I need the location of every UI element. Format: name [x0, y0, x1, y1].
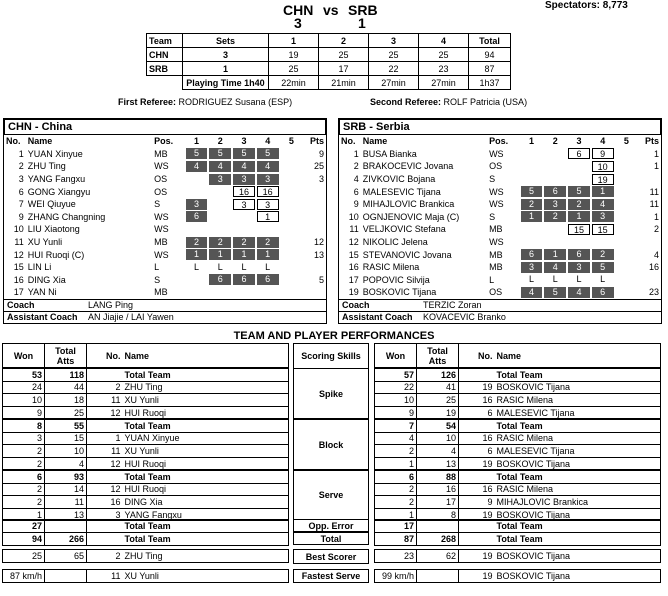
- set-position-box: [209, 199, 231, 210]
- chn-roster-panel: [3, 118, 327, 324]
- set-position-box: 6: [544, 186, 566, 197]
- set-position-box: [186, 274, 208, 285]
- perf-row: 1 13 3 YANG Fangxu: [3, 508, 289, 521]
- first-referee: First Referee: RODRIGUEZ Susana (ESP): [118, 97, 293, 107]
- playing-time-cell: 1h37: [469, 76, 511, 90]
- right-perf-group: [374, 368, 661, 419]
- summary-team: CHN: [147, 48, 183, 62]
- set-position-box: [568, 237, 590, 248]
- srb-roster-panel: [338, 118, 662, 324]
- perf-row: 9 25 12 HUI Ruoqi: [3, 406, 289, 419]
- set-position-box: [281, 262, 303, 273]
- summary-cell: 25: [419, 48, 469, 62]
- player-row: 12 NIKOLIC Jelena WS: [339, 236, 661, 249]
- set-position-box: L: [194, 261, 200, 272]
- perf-row: 87 km/h 11 XU Yunli: [3, 570, 289, 583]
- set-position-box: L: [529, 274, 535, 285]
- set-position-box: 3: [521, 262, 543, 273]
- set-position-box: [616, 148, 638, 159]
- set-position-box: 2: [233, 237, 255, 248]
- set-position-box: 4: [568, 287, 590, 298]
- perf-row: 24 44 2 ZHU Ting: [3, 381, 289, 394]
- perf-row: 1 8 19 BOSKOVIC Tijana: [375, 508, 661, 521]
- playing-time-cell: 22min: [269, 76, 319, 90]
- left-perf-group: [2, 549, 289, 563]
- set-position-box: [209, 224, 231, 235]
- set-position-box: 6: [209, 274, 231, 285]
- player-row: 15 STEVANOVIC Jovana MB 6 1 6 2 4: [348, 249, 659, 260]
- set-position-box: [281, 287, 303, 298]
- set-position-box: [233, 224, 255, 235]
- player-row: 15 LIN Li L L L L L: [4, 261, 326, 274]
- set-position-box: 2: [186, 237, 208, 248]
- summary-cell: 17: [319, 62, 369, 76]
- set-position-box: [616, 249, 638, 260]
- perf-row: 2 10 11 XU Yunli: [3, 445, 289, 458]
- set-position-box: [544, 174, 566, 185]
- set-position-box: 1: [544, 249, 566, 260]
- set-position-box: [544, 148, 566, 159]
- summary-header: Team: [147, 34, 183, 48]
- set-position-box: [186, 224, 208, 235]
- summary-header: 2: [319, 34, 369, 48]
- summary-header: Total: [469, 34, 511, 48]
- perf-row: 2 16 16 RASIC Milena: [375, 483, 661, 496]
- perf-row: 1 13 19 BOSKOVIC Tijana: [375, 457, 661, 470]
- set-position-box: [544, 237, 566, 248]
- set-position-box: [616, 211, 638, 222]
- second-referee: Second Referee: ROLF Patricia (USA): [370, 97, 528, 107]
- team-title: CHN - China: [4, 119, 326, 135]
- right-perf-header: Won Total Atts No. Name: [374, 343, 661, 368]
- perf-row: 2 17 9 MIHAJLOVIC Brankica: [375, 496, 661, 509]
- set-position-box: 2: [257, 237, 279, 248]
- set-position-box: [521, 161, 543, 172]
- skill-2: Serve: [293, 470, 369, 520]
- set-position-box: 5: [592, 262, 614, 273]
- set-position-box: 1: [257, 211, 279, 222]
- player-row: 2 ZHU Ting WS 4 4 4 4 25: [18, 160, 324, 172]
- set-position-box: [281, 199, 303, 210]
- summary-header: 1: [269, 34, 319, 48]
- set-position-box: 15: [568, 224, 590, 235]
- set-position-box: [281, 174, 303, 185]
- player-row: 12 HUI Ruoqi (C) WS 1 1 1 1 13: [13, 249, 324, 260]
- skill-4: Total: [293, 532, 369, 545]
- set-position-box: [281, 148, 303, 159]
- perf-row: 2 4 12 HUI Ruoqi: [3, 457, 289, 470]
- perf-row: 57 126 Total Team: [375, 369, 661, 382]
- set-position-box: 5: [257, 148, 279, 159]
- set-position-box: 1: [568, 211, 590, 222]
- left-perf-group: [2, 532, 289, 546]
- perf-row: 23 62 19 BOSKOVIC Tijana: [375, 550, 661, 563]
- set-position-box: 4: [186, 161, 208, 172]
- set-position-box: 3: [592, 211, 614, 222]
- left-perf-group: [2, 519, 289, 533]
- right-perf-group: [374, 549, 661, 563]
- coach-row: Coach LANG Ping: [4, 299, 326, 311]
- set-position-box: 1: [257, 249, 279, 260]
- set-position-box: 5: [568, 186, 590, 197]
- set-position-box: [257, 287, 279, 298]
- home-team-code: CHN: [283, 2, 314, 18]
- set-position-box: 10: [592, 161, 614, 172]
- summary-cell: 25: [369, 48, 419, 62]
- assistant-coach-row: Assistant Coach KOVACEVIC Branko: [339, 311, 661, 323]
- summary-team: SRB: [147, 62, 183, 76]
- player-row: 16 DING Xia S 6 6 6 5: [13, 274, 324, 285]
- set-position-box: 3: [233, 199, 255, 210]
- team-title: SRB - Serbia: [339, 119, 661, 135]
- summary-header: 3: [369, 34, 419, 48]
- perf-row: 94 266 Total Team: [3, 533, 289, 546]
- playing-time-label: Playing Time 1h40: [183, 76, 269, 90]
- perf-row: 9 19 6 MALESEVIC Tijana: [375, 406, 661, 419]
- set-position-box: [209, 287, 231, 298]
- set-position-box: 6: [592, 287, 614, 298]
- set-position-box: 9: [592, 148, 614, 159]
- skill-3: Opp. Error: [293, 519, 369, 532]
- set-position-box: 1: [233, 249, 255, 260]
- player-row: 4 ZIVKOVIC Bojana S 19: [339, 173, 661, 186]
- perf-row: 17 Total Team: [375, 520, 661, 533]
- summary-cell: 87: [469, 62, 511, 76]
- set-position-box: [616, 287, 638, 298]
- set-position-box: [281, 237, 303, 248]
- perf-row: 4 10 16 RASIC Milena: [375, 432, 661, 445]
- player-row: 9 ZHANG Changning WS 6 1: [4, 211, 326, 224]
- set-position-box: [521, 148, 543, 159]
- set-position-box: [521, 224, 543, 235]
- summary-cell: 19: [269, 48, 319, 62]
- player-row: 1 YUAN Xinyue MB 5 5 5 5 9: [18, 148, 324, 159]
- perf-row: 53 118 Total Team: [3, 369, 289, 382]
- set-position-box: [281, 249, 303, 260]
- skill-0: Spike: [293, 368, 369, 419]
- player-row: 11 VELJKOVIC Stefana MB 15 15 2: [349, 224, 659, 235]
- player-row: 1 BUSA Bianka WS 6 9 1: [353, 148, 659, 160]
- set-position-box: [616, 237, 638, 248]
- left-perf-group: [2, 569, 289, 583]
- left-perf-group: [2, 470, 289, 521]
- set-position-box: 3: [544, 199, 566, 210]
- set-position-box: [209, 211, 231, 222]
- summary-cell: 23: [419, 62, 469, 76]
- player-row: 17 POPOVIC Silvija L L L L L: [339, 274, 661, 287]
- left-perf-group: [2, 419, 289, 470]
- set-position-box: 4: [233, 161, 255, 172]
- player-row: 9 MIHAJLOVIC Brankica WS 2 3 2 4 11: [353, 198, 659, 210]
- set-position-box: [186, 287, 208, 298]
- right-perf-group: [374, 519, 661, 533]
- set-position-box: 4: [521, 287, 543, 298]
- set-position-box: 5: [209, 148, 231, 159]
- skill-1: Block: [293, 419, 369, 470]
- playing-time-cell: 21min: [319, 76, 369, 90]
- playing-time-cell: 27min: [369, 76, 419, 90]
- perf-row: 2 4 6 MALESEVIC Tijana: [375, 445, 661, 458]
- set-position-box: L: [217, 261, 223, 272]
- set-position-box: 2: [568, 199, 590, 210]
- set-position-box: 19: [592, 174, 614, 185]
- right-perf-group: [374, 419, 661, 470]
- set-position-box: 1: [521, 211, 543, 222]
- set-position-box: 2: [521, 199, 543, 210]
- set-position-box: L: [241, 261, 247, 272]
- set-position-box: 4: [544, 262, 566, 273]
- summary-cell: 3: [183, 48, 269, 62]
- left-perf-group: [2, 368, 289, 419]
- home-sets-won: 3: [294, 15, 302, 31]
- player-row: 6 GONG Xiangyu OS 16 16: [4, 185, 326, 198]
- set-position-box: [281, 224, 303, 235]
- set-position-box: 1: [592, 186, 614, 197]
- set-position-box: 5: [233, 148, 255, 159]
- perf-row: 3 15 1 YUAN Xinyue: [3, 432, 289, 445]
- set-position-box: [544, 224, 566, 235]
- set-position-box: 3: [233, 174, 255, 185]
- away-team-code: SRB: [348, 2, 378, 18]
- set-position-box: L: [552, 274, 558, 285]
- set-position-box: 5: [186, 148, 208, 159]
- set-position-box: 6: [568, 249, 590, 260]
- player-row: 16 RASIC Milena MB 3 4 3 5 16: [348, 261, 659, 273]
- perf-row: 6 93 Total Team: [3, 471, 289, 484]
- summary-cell: 1: [183, 62, 269, 76]
- set-position-box: [616, 174, 638, 185]
- set-position-box: [616, 224, 638, 235]
- set-position-box: [568, 174, 590, 185]
- set-position-box: L: [265, 261, 271, 272]
- perf-row: 2 11 16 DING Xia: [3, 496, 289, 509]
- set-position-box: [616, 274, 638, 285]
- player-row: 10 LIU Xiaotong WS: [4, 223, 326, 236]
- summary-cell: 22: [369, 62, 419, 76]
- set-position-box: 6: [257, 274, 279, 285]
- perf-row: 27 Total Team: [3, 520, 289, 533]
- set-position-box: 6: [521, 249, 543, 260]
- set-position-box: [568, 161, 590, 172]
- set-position-box: [616, 161, 638, 172]
- set-position-box: [521, 174, 543, 185]
- player-row: 3 YANG Fangxu OS 3 3 3 3: [18, 173, 324, 185]
- player-row: 7 WEI Qiuyue S 3 3 3: [4, 198, 326, 211]
- player-row: 19 BOSKOVIC Tijana OS 4 5 4 6 23: [348, 286, 659, 298]
- spectators: Spectators: 8,773: [545, 0, 628, 11]
- set-position-box: [521, 237, 543, 248]
- set-position-box: 3: [257, 199, 279, 210]
- perf-row: 2 14 12 HUI Ruoqi: [3, 483, 289, 496]
- set-position-box: 6: [233, 274, 255, 285]
- playing-time-cell: 27min: [419, 76, 469, 90]
- perf-row: 22 41 19 BOSKOVIC Tijana: [375, 381, 661, 394]
- summary-header: Sets: [183, 34, 269, 48]
- roster-header: No. Name Pos. 1 2 3 4 5 Pts: [6, 135, 325, 147]
- vs-label: vs: [323, 2, 339, 18]
- set-position-box: [233, 287, 255, 298]
- perf-row: 10 18 11 XU Yunli: [3, 394, 289, 407]
- right-perf-group: [374, 569, 661, 583]
- left-perf-header: Won Total Atts No. Name: [2, 343, 289, 368]
- perf-row: 6 88 Total Team: [375, 471, 661, 484]
- set-position-box: 4: [592, 199, 614, 210]
- set-position-box: 6: [186, 211, 208, 222]
- set-position-box: [281, 161, 303, 172]
- set-position-box: [209, 186, 231, 197]
- set-position-box: [233, 211, 255, 222]
- set-position-box: 5: [544, 287, 566, 298]
- set-position-box: 1: [186, 249, 208, 260]
- perf-row: 8 55 Total Team: [3, 420, 289, 433]
- set-position-box: [281, 211, 303, 222]
- set-position-box: L: [576, 274, 582, 285]
- set-position-box: 4: [257, 161, 279, 172]
- set-position-box: 16: [257, 186, 279, 197]
- set-position-box: 5: [521, 186, 543, 197]
- player-row: 2 BRAKOCEVIC Jovana OS 10 1: [353, 161, 659, 172]
- set-position-box: 15: [592, 224, 614, 235]
- scoring-skills-header: Scoring Skills: [293, 343, 369, 369]
- player-row: 6 MALESEVIC Tijana WS 5 6 5 1 11: [353, 186, 659, 197]
- set-position-box: 2: [592, 249, 614, 260]
- summary-cell: 25: [319, 48, 369, 62]
- set-position-box: [616, 199, 638, 210]
- player-row: 11 XU Yunli MB 2 2 2 2 12: [14, 236, 324, 248]
- set-position-box: 4: [209, 161, 231, 172]
- set-position-box: 3: [257, 174, 279, 185]
- set-position-box: [616, 186, 638, 197]
- set-position-box: [257, 224, 279, 235]
- set-position-box: [281, 274, 303, 285]
- set-position-box: 3: [186, 199, 208, 210]
- set-position-box: 2: [544, 211, 566, 222]
- set-position-box: [186, 174, 208, 185]
- skill-5: Best Scorer: [293, 549, 369, 564]
- set-position-box: 6: [568, 148, 590, 159]
- set-summary-table: [146, 33, 511, 90]
- summary-cell: 25: [269, 62, 319, 76]
- player-row: 17 YAN Ni MB: [4, 286, 326, 299]
- set-position-box: 16: [233, 186, 255, 197]
- coach-row: Coach TERZIC Zoran: [339, 299, 661, 311]
- set-position-box: [186, 186, 208, 197]
- perf-row: 10 25 16 RASIC Milena: [375, 394, 661, 407]
- set-position-box: 2: [209, 237, 231, 248]
- assistant-coach-row: Assistant Coach AN Jiajie / LAI Yawen: [4, 311, 326, 323]
- summary-cell: 94: [469, 48, 511, 62]
- perf-row: 25 65 2 ZHU Ting: [3, 550, 289, 563]
- set-position-box: 1: [209, 249, 231, 260]
- summary-header: 4: [419, 34, 469, 48]
- performance-area: [0, 343, 668, 593]
- perf-row: 99 km/h 19 BOSKOVIC Tijana: [375, 570, 661, 583]
- right-perf-group: [374, 470, 661, 521]
- set-position-box: 3: [568, 262, 590, 273]
- player-row: 10 OGNJENOVIC Maja (C) S 1 2 1 3 1: [348, 211, 659, 222]
- right-perf-group: [374, 532, 661, 546]
- roster-header: No. Name Pos. 1 2 3 4 5 Pts: [341, 135, 660, 147]
- perf-row: 7 54 Total Team: [375, 420, 661, 433]
- set-position-box: [281, 186, 303, 197]
- performance-title: TEAM AND PLAYER PERFORMANCES: [233, 330, 435, 342]
- set-position-box: 3: [209, 174, 231, 185]
- away-sets-won: 1: [358, 15, 366, 31]
- skill-6: Fastest Serve: [293, 569, 369, 583]
- set-position-box: [544, 161, 566, 172]
- set-position-box: [616, 262, 638, 273]
- set-position-box: [592, 237, 614, 248]
- perf-row: 87 268 Total Team: [375, 533, 661, 546]
- set-position-box: L: [600, 274, 606, 285]
